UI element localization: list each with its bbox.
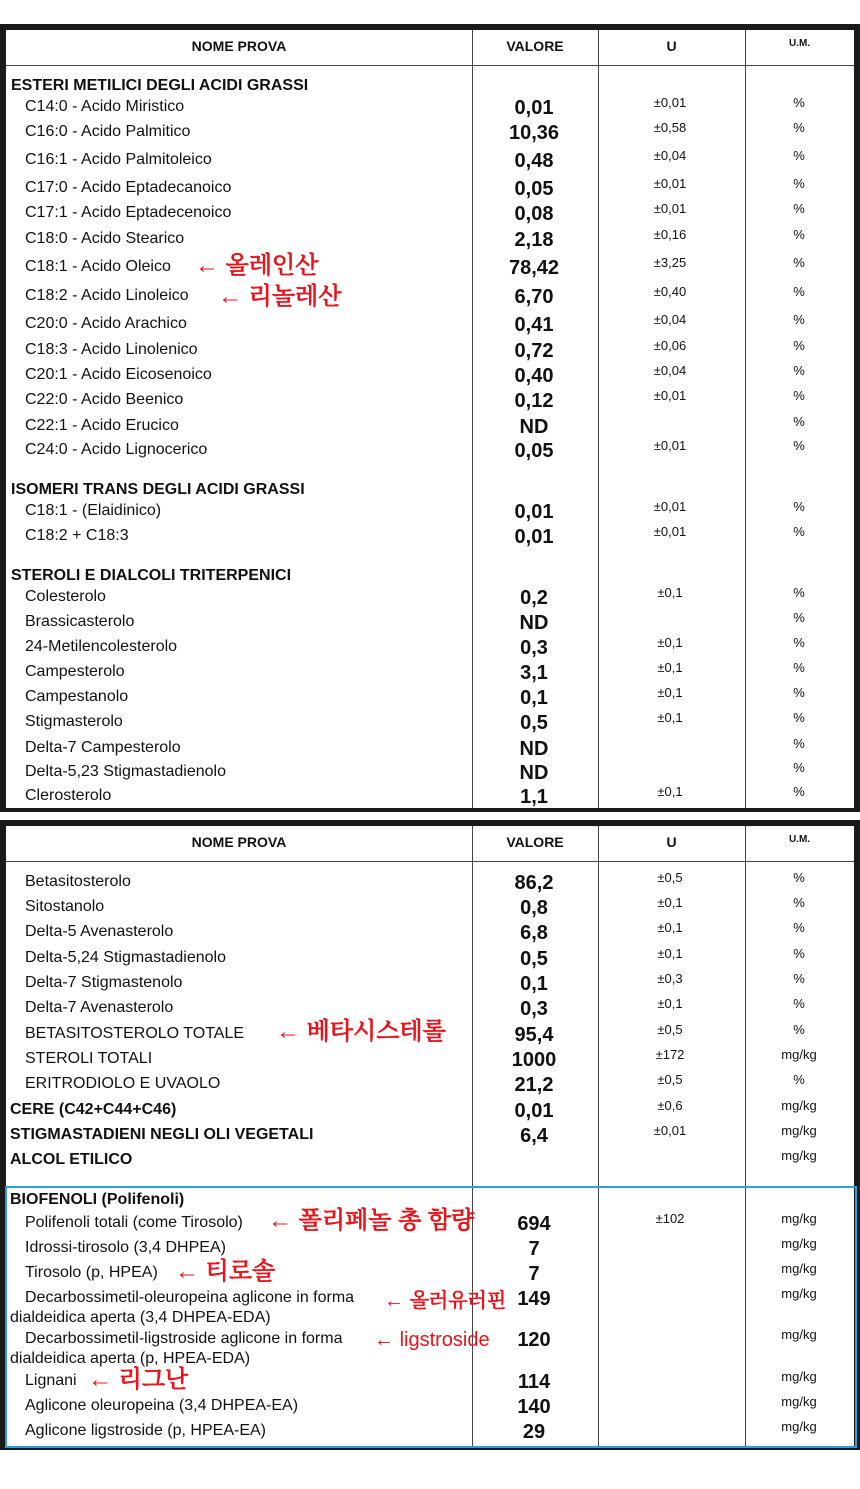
row-value: 0,72 [514,340,554,362]
arrow-icon: ← [384,1290,404,1312]
row-value: 0,05 [514,440,554,462]
row-name: C18:2 + C18:3 [25,527,129,544]
row-name: C18:0 - Acido Stearico [25,230,185,247]
row-name: Betasitosterolo [25,873,131,890]
row-name: C22:0 - Acido Beenico [25,391,184,408]
row-name: C17:0 - Acido Eptadecanoico [25,179,232,196]
row-name: Polifenoli totali (come Tirosolo) [25,1214,243,1231]
row-unit: mg/kg [781,1327,817,1342]
row-unit: % [793,524,805,539]
row-name: C20:1 - Acido Eicosenoico [25,366,212,383]
row-unit: % [793,201,805,216]
row-name: Clerosterolo [25,787,112,804]
row-unit: % [793,760,805,775]
row-uncertainty: ±0,1 [657,946,683,961]
row-unit: mg/kg [781,1369,817,1384]
row-uncertainty: ±0,1 [657,920,683,935]
row-value: 3,1 [520,662,548,684]
arrow-icon: ← [175,1258,199,1285]
row-unit: % [793,710,805,725]
row-unit: % [793,660,805,675]
row-value: 0,8 [520,897,548,919]
row-unit: % [793,227,805,242]
row-name: Delta-7 Avenasterolo [25,999,174,1016]
row-unit: % [793,120,805,135]
row-uncertainty: ±0,06 [653,338,687,353]
row-name-continued: dialdeidica aperta (3,4 DHPEA-EDA) [10,1309,271,1326]
row-unit: % [793,784,805,799]
row-name: ERITRODIOLO E UVAOLO [25,1075,221,1092]
row-unit: mg/kg [781,1123,817,1138]
row-uncertainty: ±0,01 [653,438,687,453]
row-uncertainty: ±0,1 [657,635,683,650]
annotation-betasitosterol: ← 베타시스테롤 [276,1018,446,1045]
row-name: Campestanolo [25,688,129,705]
row-value: 0,2 [520,587,548,609]
table2-header-u: U [666,834,677,850]
row-unit: % [793,255,805,270]
table2-header-rule [6,861,854,862]
row-value: 21,2 [514,1074,554,1096]
row-unit: % [793,312,805,327]
row-value: 1000 [511,1049,557,1071]
row-unit: % [793,685,805,700]
row-name: Aglicone ligstroside (p, HPEA-EA) [25,1422,266,1439]
row-name: 24-Metilencolesterolo [25,638,178,655]
row-uncertainty: ±0,5 [657,1022,683,1037]
row-uncertainty: ±0,01 [653,1123,687,1138]
row-name: Campesterolo [25,663,125,680]
row-value: 2,18 [514,229,554,251]
row-name: STIGMASTADIENI NEGLI OLI VEGETALI [10,1126,314,1143]
row-value: 0,01 [514,1100,554,1122]
row-value: 0,1 [520,973,548,995]
row-name: Delta-7 Campesterolo [25,739,181,756]
row-name: Tirosolo (p, HPEA) [25,1264,158,1281]
row-unit: mg/kg [781,1394,817,1409]
row-value: 0,5 [520,712,548,734]
section-title: STEROLI E DIALCOLI TRITERPENICI [11,567,292,584]
row-value: 6,70 [514,286,554,308]
row-unit: % [793,438,805,453]
row-uncertainty: ±0,04 [653,312,687,327]
row-value: 149 [517,1288,551,1310]
row-name: CERE (C42+C44+C46) [10,1101,177,1118]
row-uncertainty: ±0,01 [653,524,687,539]
table1-header-u: U [666,38,677,54]
row-name: C18:3 - Acido Linolenico [25,341,198,358]
row-uncertainty: ±0,58 [653,120,687,135]
row-value: 95,4 [514,1024,554,1046]
row-value: 7 [528,1263,540,1285]
row-uncertainty: ±0,5 [657,870,683,885]
annotation-oleuropein: ← 올러유러핀 [384,1290,507,1312]
row-unit: % [793,895,805,910]
row-unit: % [793,971,805,986]
table2-header-name: NOME PROVA [191,834,287,850]
row-unit: % [793,870,805,885]
row-unit: mg/kg [781,1148,817,1163]
row-uncertainty: ±0,1 [657,685,683,700]
row-value: 0,01 [514,501,554,523]
row-value: 1,1 [520,786,548,808]
row-name: STEROLI TOTALI [25,1050,153,1067]
row-name-continued: dialdeidica aperta (p, HPEA-EDA) [10,1350,251,1367]
row-unit: % [793,338,805,353]
row-name: Idrossi-tirosolo (3,4 DHPEA) [25,1239,226,1256]
row-value: 0,5 [520,948,548,970]
row-value: 694 [517,1213,551,1235]
row-name: C20:0 - Acido Arachico [25,315,187,332]
row-value: 0,01 [514,97,554,119]
row-name: Sitostanolo [25,898,105,915]
row-value: 140 [517,1396,551,1418]
row-unit: mg/kg [781,1098,817,1113]
row-value: 114 [517,1371,551,1393]
row-uncertainty: ±0,40 [653,284,687,299]
annotation-oleic: ← 올레인산 [195,252,319,279]
row-value: 0,1 [520,687,548,709]
row-value: 0,48 [514,150,554,172]
row-uncertainty: ±3,25 [653,255,687,270]
row-uncertainty: ±0,1 [657,895,683,910]
table1-header-name: NOME PROVA [191,38,287,54]
row-name: C18:2 - Acido Linoleico [25,287,189,304]
annotation-tyrosol: ← 티로솔 [175,1258,276,1285]
row-name: C24:0 - Acido Lignocerico [25,441,208,458]
row-value: 7 [528,1238,540,1260]
table1-header-rule [6,65,854,66]
row-uncertainty: ±0,3 [657,971,683,986]
row-name: Delta-5,23 Stigmastadienolo [25,763,227,780]
row-uncertainty: ±0,04 [653,148,687,163]
row-unit: % [793,363,805,378]
arrow-icon: ← [195,252,219,279]
annotation-linoleic: ← 리놀레산 [218,283,342,310]
table2-header-um: U.M. [788,834,811,845]
row-value: ND [519,416,549,438]
row-unit: % [793,499,805,514]
row-name: C18:1 - Acido Oleico [25,258,171,275]
row-unit: mg/kg [781,1261,817,1276]
row-uncertainty: ±102 [655,1211,685,1226]
row-unit: % [793,284,805,299]
row-name: BETASITOSTEROLO TOTALE [25,1025,245,1042]
row-uncertainty: ±0,1 [657,710,683,725]
row-unit: mg/kg [781,1047,817,1062]
row-unit: % [793,736,805,751]
row-uncertainty: ±0,1 [657,585,683,600]
row-uncertainty: ±0,5 [657,1072,683,1087]
table1-col-divider [472,30,473,808]
row-value: 0,12 [514,390,554,412]
row-name: C14:0 - Acido Miristico [25,98,185,115]
row-unit: % [793,176,805,191]
row-name: Stigmasterolo [25,713,123,730]
row-unit: % [793,946,805,961]
row-unit: % [793,1022,805,1037]
row-value: 120 [517,1329,551,1351]
row-uncertainty: ±0,01 [653,499,687,514]
row-value: ND [519,738,549,760]
row-value: 78,42 [508,257,560,279]
table1-col-divider [598,30,599,808]
row-unit: % [793,95,805,110]
table1-col-divider [745,30,746,808]
row-uncertainty: ±0,1 [657,996,683,1011]
row-name: C22:1 - Acido Erucico [25,417,179,434]
row-name: C16:1 - Acido Palmitoleico [25,151,212,168]
section-title: ISOMERI TRANS DEGLI ACIDI GRASSI [11,481,305,498]
arrow-icon: ← [374,1329,394,1351]
table1-header-value: VALORE [506,38,564,54]
row-name: Aglicone oleuropeina (3,4 DHPEA-EA) [25,1397,299,1414]
arrow-icon: ← [268,1207,292,1234]
row-value: 0,3 [520,637,548,659]
row-unit: % [793,635,805,650]
row-value: 0,3 [520,998,548,1020]
row-value: 86,2 [514,872,554,894]
row-uncertainty: ±0,01 [653,201,687,216]
row-name: Brassicasterolo [25,613,135,630]
row-uncertainty: ±0,16 [653,227,687,242]
row-value: 29 [522,1421,546,1443]
row-name: Colesterolo [25,588,106,605]
row-unit: % [793,148,805,163]
arrow-icon: ← [88,1366,112,1393]
row-uncertainty: ±0,04 [653,363,687,378]
row-name: C16:0 - Acido Palmitico [25,123,191,140]
row-uncertainty: ±0,01 [653,95,687,110]
row-unit: mg/kg [781,1211,817,1226]
row-uncertainty: ±0,01 [653,176,687,191]
row-value: ND [519,762,549,784]
arrow-icon: ← [276,1018,300,1045]
row-unit: % [793,414,805,429]
row-value: 0,05 [514,178,554,200]
row-unit: % [793,996,805,1011]
row-uncertainty: ±0,6 [657,1098,683,1113]
row-unit: % [793,388,805,403]
annotation-lignan: ← 리그난 [88,1366,189,1393]
row-uncertainty: ±0,01 [653,388,687,403]
row-unit: % [793,610,805,625]
annotation-polyphenol: ← 폴리페놀 총 함량 [268,1207,475,1234]
row-name: ALCOL ETILICO [10,1151,133,1168]
table1-header-um: U.M. [788,38,811,49]
annotation-ligstroside: ← ligstroside [374,1329,490,1351]
row-name: C18:1 - (Elaidinico) [25,502,162,519]
row-value: ND [519,612,549,634]
row-name: Decarbossimetil-oleuropeina aglicone in forma [25,1289,355,1306]
row-value: 0,08 [514,203,554,225]
row-unit: % [793,585,805,600]
row-name: C17:1 - Acido Eptadecenoico [25,204,232,221]
row-unit: % [793,1072,805,1087]
row-name: Delta-5,24 Stigmastadienolo [25,949,227,966]
row-unit: % [793,920,805,935]
row-name: Lignani [25,1372,77,1389]
row-value: 10,36 [508,122,560,144]
row-value: 0,01 [514,526,554,548]
row-value: 6,4 [520,1125,548,1147]
row-name: Delta-7 Stigmastenolo [25,974,183,991]
row-value: 0,41 [514,314,554,336]
row-uncertainty: ±172 [655,1047,685,1062]
row-value: 6,8 [520,922,548,944]
row-unit: mg/kg [781,1286,817,1301]
row-unit: mg/kg [781,1419,817,1434]
row-uncertainty: ±0,1 [657,784,683,799]
row-name: Delta-5 Avenasterolo [25,923,174,940]
section-title: ESTERI METILICI DEGLI ACIDI GRASSI [11,77,309,94]
row-value: 0,40 [514,365,554,387]
arrow-icon: ← [218,283,242,310]
row-unit: mg/kg [781,1236,817,1251]
row-uncertainty: ±0,1 [657,660,683,675]
row-name: Decarbossimetil-ligstroside aglicone in forma [25,1330,343,1347]
table2-header-value: VALORE [506,834,564,850]
biofenoli-title: BIOFENOLI (Polifenoli) [10,1191,185,1208]
